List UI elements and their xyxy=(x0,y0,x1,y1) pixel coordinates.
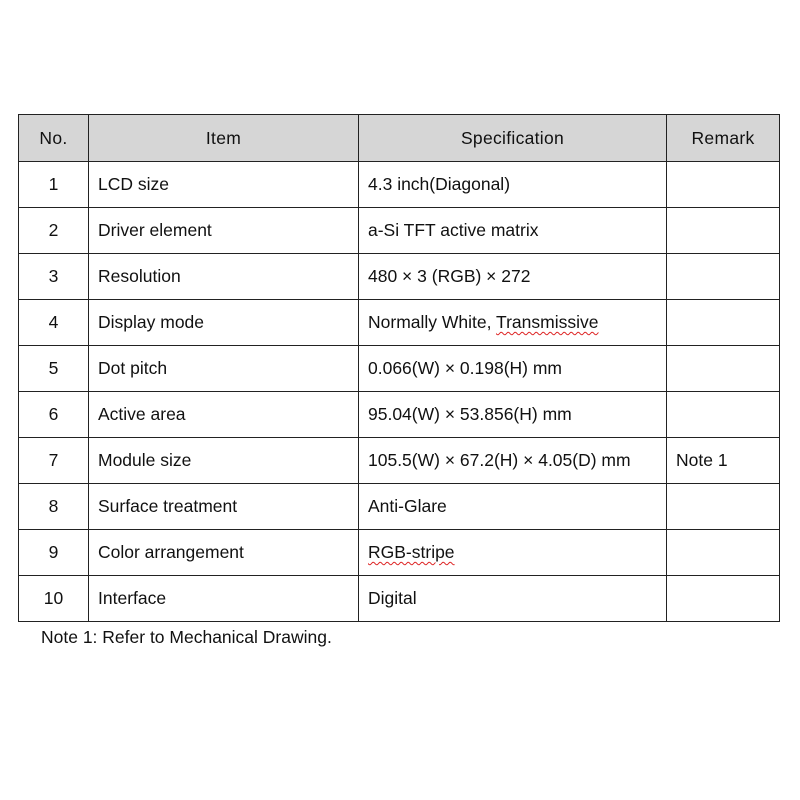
header-specification: Specification xyxy=(359,115,667,162)
header-no: No. xyxy=(19,115,89,162)
header-row xyxy=(19,115,780,162)
row-item: Color arrangement xyxy=(89,530,359,576)
row-remark xyxy=(667,346,780,392)
row-item: Display mode xyxy=(89,300,359,346)
row-specification: 0.066(W) × 0.198(H) mm xyxy=(359,346,667,392)
row-number: 10 xyxy=(19,576,89,622)
row-specification: Digital xyxy=(359,576,667,622)
row-remark xyxy=(667,392,780,438)
row-specification: Anti-Glare xyxy=(359,484,667,530)
header-remark: Remark xyxy=(667,115,780,162)
spellcheck-flagged-word: RGB-stripe xyxy=(368,542,455,562)
row-number: 2 xyxy=(19,208,89,254)
footnote: Note 1: Refer to Mechanical Drawing. xyxy=(41,627,332,647)
table-body xyxy=(19,162,780,622)
row-remark xyxy=(667,576,780,622)
table-header xyxy=(19,115,780,162)
row-item: LCD size xyxy=(89,162,359,208)
table-row xyxy=(19,438,780,484)
row-number: 9 xyxy=(19,530,89,576)
row-remark: Note 1 xyxy=(667,438,780,484)
row-number: 8 xyxy=(19,484,89,530)
specification-table xyxy=(18,114,780,622)
row-remark xyxy=(667,484,780,530)
row-specification: a-Si TFT active matrix xyxy=(359,208,667,254)
row-number: 4 xyxy=(19,300,89,346)
row-remark xyxy=(667,254,780,300)
table-row xyxy=(19,208,780,254)
table-row xyxy=(19,576,780,622)
row-number: 5 xyxy=(19,346,89,392)
row-remark xyxy=(667,208,780,254)
row-specification xyxy=(359,300,667,346)
row-remark xyxy=(667,162,780,208)
row-item: Interface xyxy=(89,576,359,622)
table-row xyxy=(19,300,780,346)
row-item: Resolution xyxy=(89,254,359,300)
spec-text: Normally White, xyxy=(368,312,497,332)
row-remark xyxy=(667,530,780,576)
row-item: Surface treatment xyxy=(89,484,359,530)
row-number: 7 xyxy=(19,438,89,484)
table-row xyxy=(19,254,780,300)
row-item: Active area xyxy=(89,392,359,438)
row-specification: 480 × 3 (RGB) × 272 xyxy=(359,254,667,300)
table-row xyxy=(19,162,780,208)
row-number: 1 xyxy=(19,162,89,208)
table-row xyxy=(19,346,780,392)
row-item: Driver element xyxy=(89,208,359,254)
header-item: Item xyxy=(89,115,359,162)
table-row xyxy=(19,530,780,576)
table-row xyxy=(19,392,780,438)
row-item: Module size xyxy=(89,438,359,484)
row-remark xyxy=(667,300,780,346)
row-number: 6 xyxy=(19,392,89,438)
table-row xyxy=(19,484,780,530)
row-specification xyxy=(359,530,667,576)
spellcheck-flagged-word: Transmissive xyxy=(496,312,599,332)
row-specification: 4.3 inch(Diagonal) xyxy=(359,162,667,208)
row-item: Dot pitch xyxy=(89,346,359,392)
row-specification: 105.5(W) × 67.2(H) × 4.05(D) mm xyxy=(359,438,667,484)
row-number: 3 xyxy=(19,254,89,300)
row-specification: 95.04(W) × 53.856(H) mm xyxy=(359,392,667,438)
